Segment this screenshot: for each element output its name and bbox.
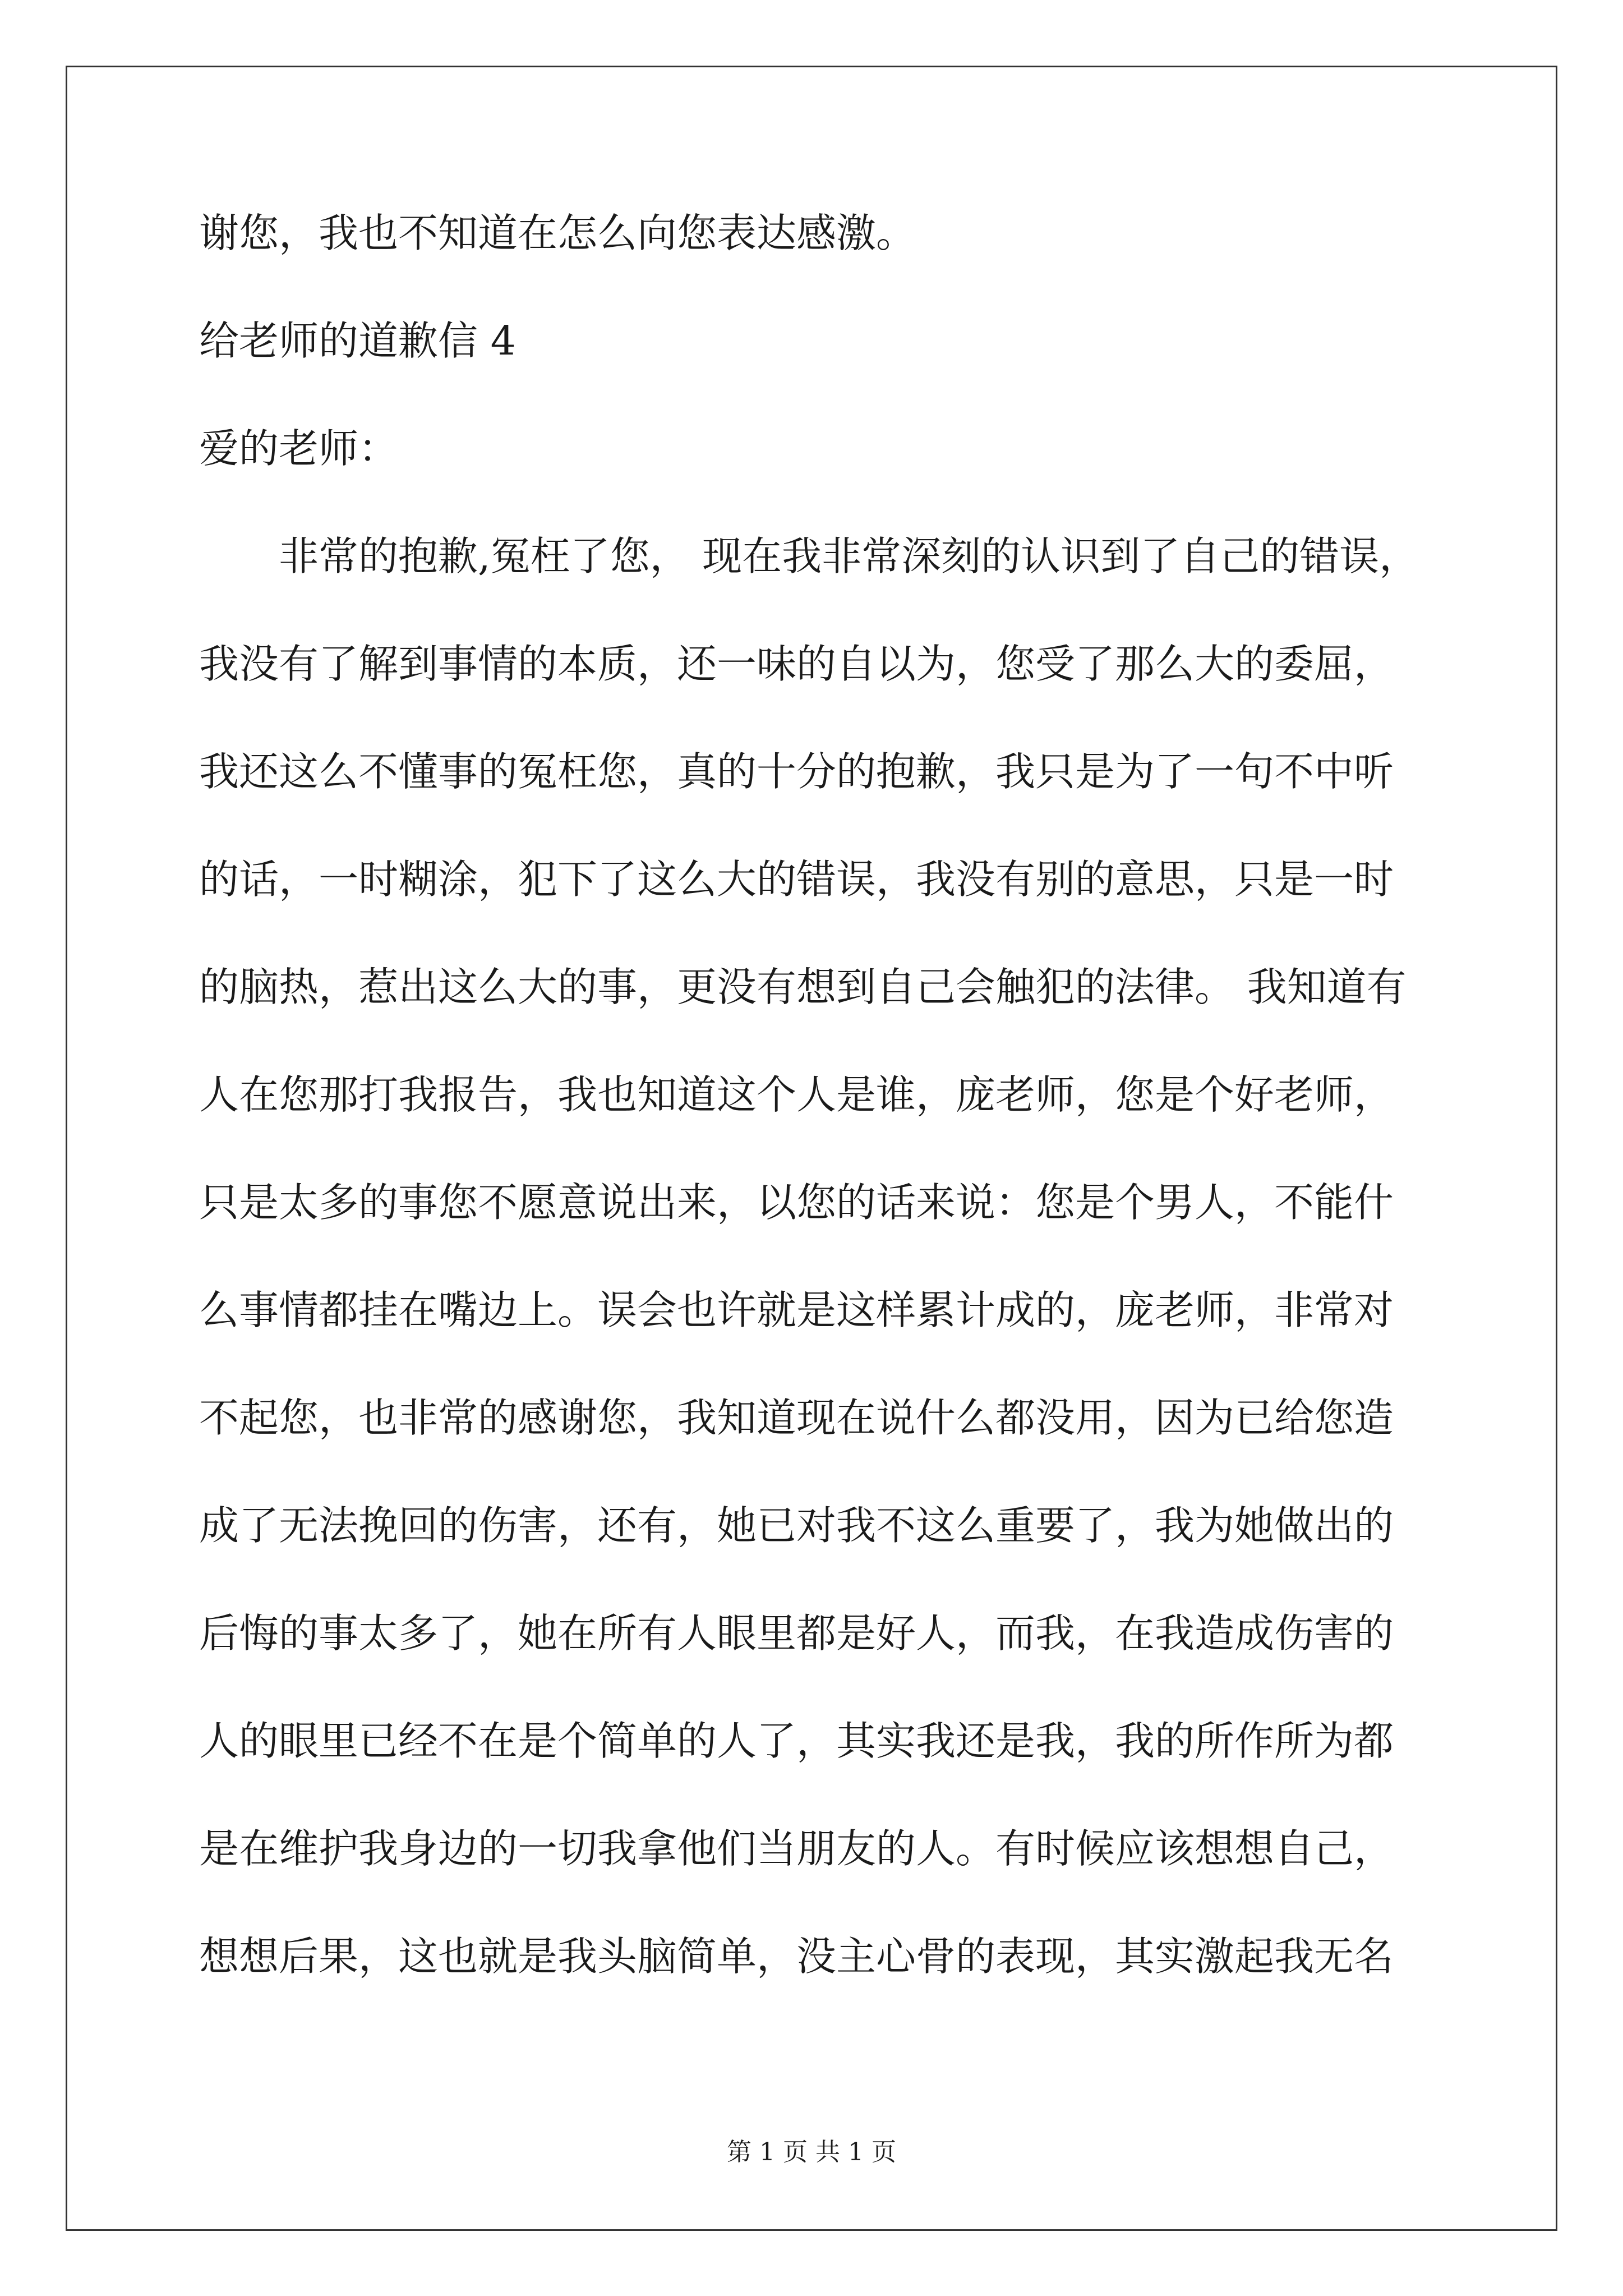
text-line: 谢您，我也不知道在怎么向您表达感激。 bbox=[199, 210, 916, 256]
text-line: 后悔的事太多了，她在所有人眼里都是好人，而我，在我造成伤害的 bbox=[199, 1610, 1394, 1657]
text-line: 的脑热，惹出这么大的事，更没有想到自己会触犯的法律。 我知道有 bbox=[199, 964, 1407, 1010]
text-line: 是在维护我身边的一切我拿他们当朋友的人。有时候应该想想自己， bbox=[199, 1825, 1394, 1872]
salutation: 爱的老师： bbox=[199, 425, 399, 472]
text-line: 成了无法挽回的伤害，还有，她已对我不这么重要了，我为她做出的 bbox=[199, 1502, 1394, 1549]
page-border bbox=[66, 66, 1557, 2231]
text-line: 想想后果，这也就是我头脑简单，没主心骨的表现，其实激起我无名 bbox=[199, 1933, 1394, 1980]
text-line: 我还这么不懂事的冤枉您，真的十分的抱歉，我只是为了一句不中听 bbox=[199, 748, 1394, 795]
text-line: 人在您那打我报告，我也知道这个人是谁，庞老师，您是个好老师， bbox=[199, 1071, 1394, 1118]
text-line: 不起您，也非常的感谢您，我知道现在说什么都没用，因为已给您造 bbox=[199, 1395, 1394, 1441]
text-line: 只是太多的事您不愿意说出来，以您的话来说：您是个男人，不能什 bbox=[199, 1179, 1394, 1226]
letter-title: 给老师的道歉信 4 bbox=[199, 318, 516, 364]
text-line: 人的眼里已经不在是个简单的人了，其实我还是我，我的所作所为都 bbox=[199, 1718, 1394, 1764]
text-line: 么事情都挂在嘴边上。误会也许就是这样累计成的，庞老师，非常对 bbox=[199, 1287, 1394, 1333]
text-line: 非常的抱歉,冤枉了您， 现在我非常深刻的认识到了自己的错误， bbox=[279, 533, 1419, 579]
text-line: 我没有了解到事情的本质，还一味的自以为，您受了那么大的委屈， bbox=[199, 641, 1394, 687]
text-line: 的话，一时糊涂，犯下了这么大的错误，我没有别的意思，只是一时 bbox=[199, 856, 1394, 903]
page-number-footer: 第 1 页 共 1 页 bbox=[727, 2138, 896, 2166]
